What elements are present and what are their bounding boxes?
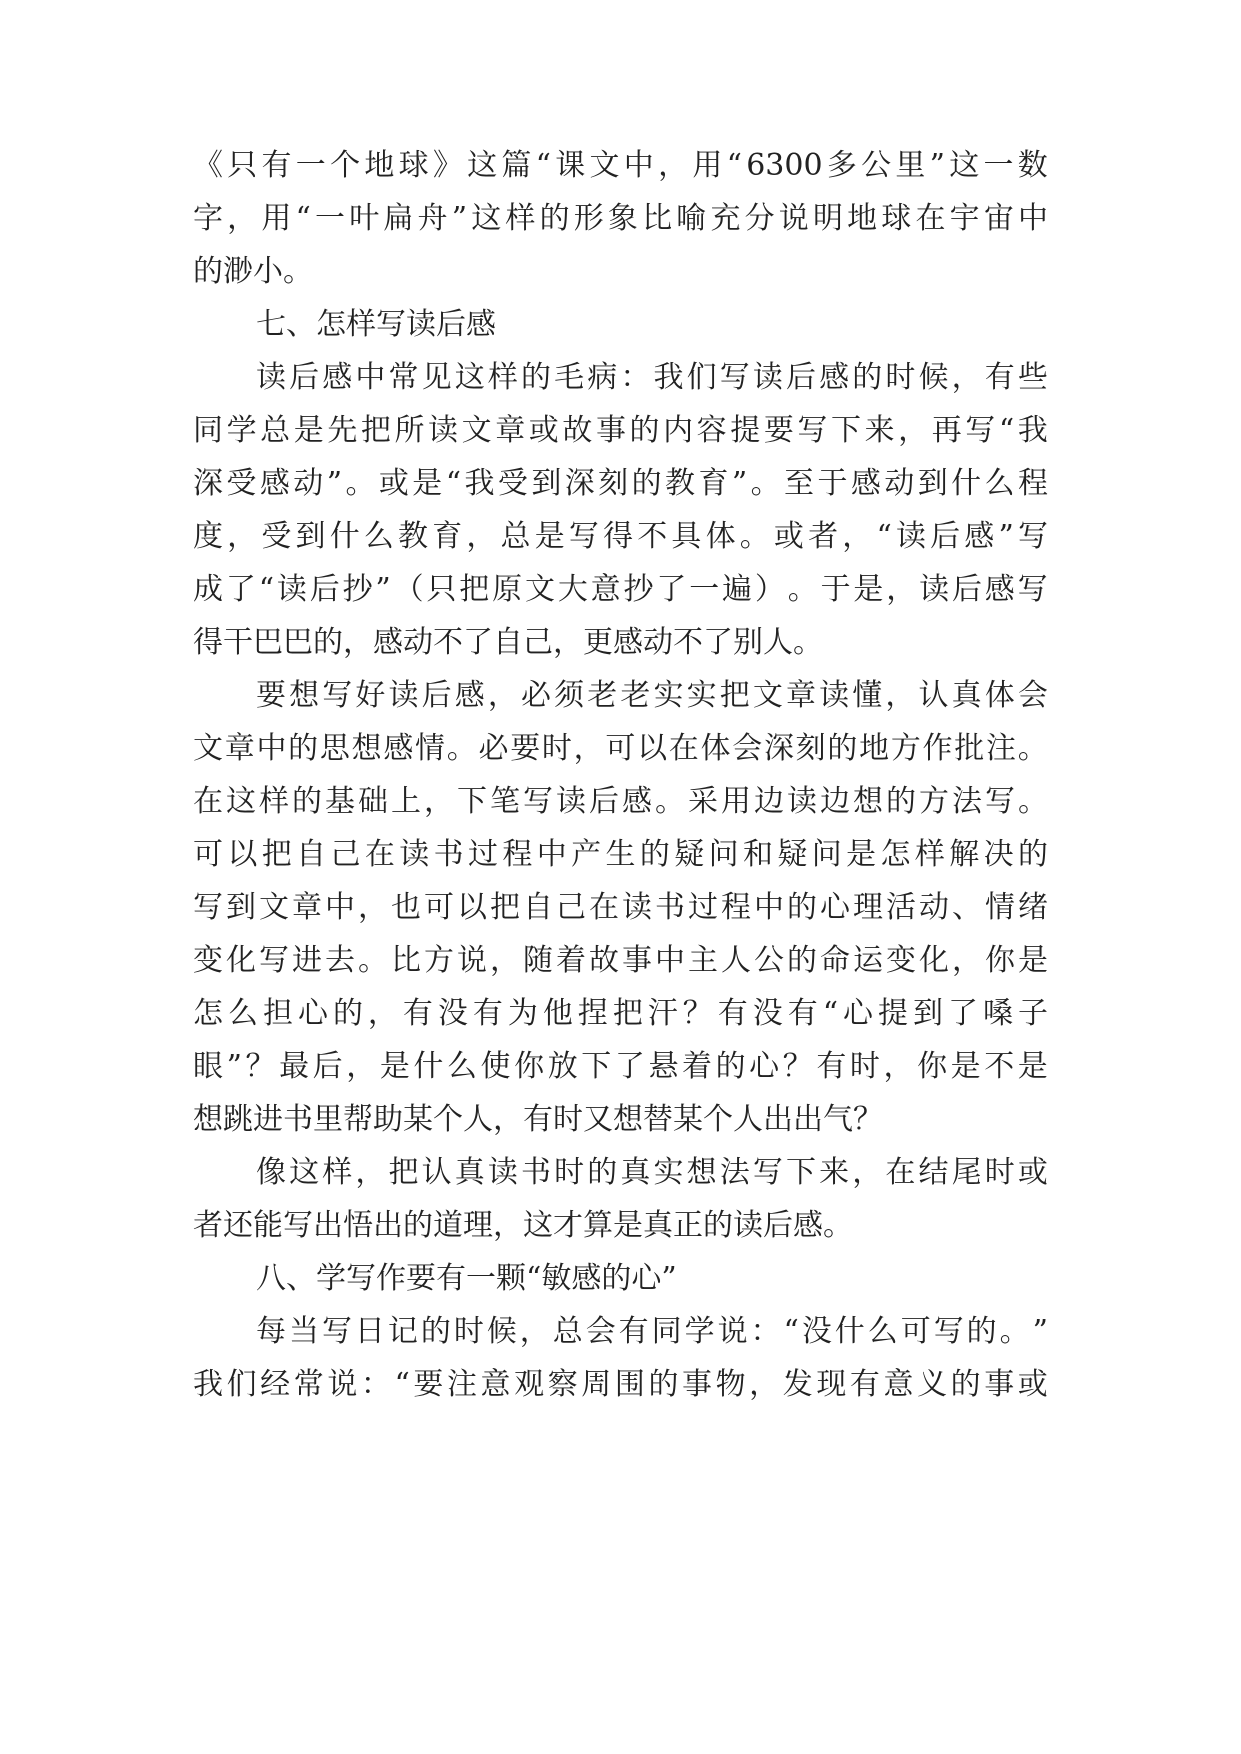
- text-line: 我 们 经 常 说 ： “ 要 注 意 观 察 周 围 的 事 物 ， 发 现 有 意 义 的 事 或: [193, 1367, 1048, 1402]
- text-line: 深 受 感 动 ” 。 或 是 “ 我 受 到 深 刻 的 教 育 ” 。 至 于 感 动 到 什 么 程: [193, 466, 1048, 501]
- text-line: 可 以 把 自 己 在 读 书 过 程 中 产 生 的 疑 问 和 疑 问 是 怎 样 解 决 的: [193, 837, 1048, 872]
- text-line: 写 到 文 章 中 ， 也 可 以 把 自 己 在 读 书 过 程 中 的 心 理 活 动 、 情 绪: [193, 890, 1048, 925]
- text-line: 眼 ” ？ 最 后 ， 是 什 么 使 你 放 下 了 悬 着 的 心 ？ 有 时 ， 你 是 不 是: [193, 1049, 1048, 1084]
- text-line: 像 这 样 ， 把 认 真 读 书 时 的 真 实 想 法 写 下 来 ， 在 结 尾 时 或: [256, 1155, 1048, 1190]
- text-line: 同 学 总 是 先 把 所 读 文 章 或 故 事 的 内 容 提 要 写 下 来 ， 再 写 “ 我: [193, 413, 1048, 448]
- text-line: 度 ， 受 到 什 么 教 育 ， 总 是 写 得 不 具 体 。 或 者 ， “ 读 后 感 ” 写: [193, 519, 1048, 554]
- text-line: 变 化 写 进 去 。 比 方 说 ， 随 着 故 事 中 主 人 公 的 命 运 变 化 ， 你 是: [193, 943, 1048, 978]
- text-line: 字 ， 用 “ 一 叶 扁 舟 ” 这 样 的 形 象 比 喻 充 分 说 明 地 球 在 宇 宙 中: [193, 201, 1048, 236]
- section-heading: 七、怎样写读后感: [256, 307, 496, 342]
- text-line: 的渺小。: [193, 254, 313, 289]
- text-line: 读 后 感 中 常 见 这 样 的 毛 病 ： 我 们 写 读 后 感 的 时 候 ， 有 些: [256, 360, 1048, 395]
- text-line: 在 这 样 的 基 础 上 ， 下 笔 写 读 后 感 。 采 用 边 读 边 想 的 方 法 写 。: [193, 784, 1048, 819]
- text-line: 想跳进书里帮助某个人，有时又想替某个人出出气？: [193, 1102, 883, 1137]
- text-line: 得干巴巴的，感动不了自己，更感动不了别人。: [193, 625, 823, 660]
- text-line: 怎 么 担 心 的 ， 有 没 有 为 他 捏 把 汗 ？ 有 没 有 “ 心 提 到 了 嗓 子: [193, 996, 1048, 1031]
- text-line: 《 只 有 一 个 地 球 》 这 篇 “ 课 文 中 ， 用 “ 6300 多 公 里 ” 这 一 数: [193, 148, 1048, 183]
- text-line: 文 章 中 的 思 想 感 情 。 必 要 时 ， 可 以 在 体 会 深 刻 的 地 方 作 批 注 。: [193, 731, 1048, 766]
- text-line: 成 了 “ 读 后 抄 ” （ 只 把 原 文 大 意 抄 了 一 遍 ） 。 于 是 ， 读 后 感 写: [193, 572, 1048, 607]
- text-line: 每 当 写 日 记 的 时 候 ， 总 会 有 同 学 说 ： “ 没 什 么 可 写 的 。 ”: [256, 1314, 1048, 1349]
- text-line: 者还能写出悟出的道理，这才算是真正的读后感。: [193, 1208, 853, 1243]
- section-heading: 八、学写作要有一颗“敏感的心”: [256, 1261, 677, 1296]
- text-line: 要 想 写 好 读 后 感 ， 必 须 老 老 实 实 把 文 章 读 懂 ， 认 真 体 会: [256, 678, 1048, 713]
